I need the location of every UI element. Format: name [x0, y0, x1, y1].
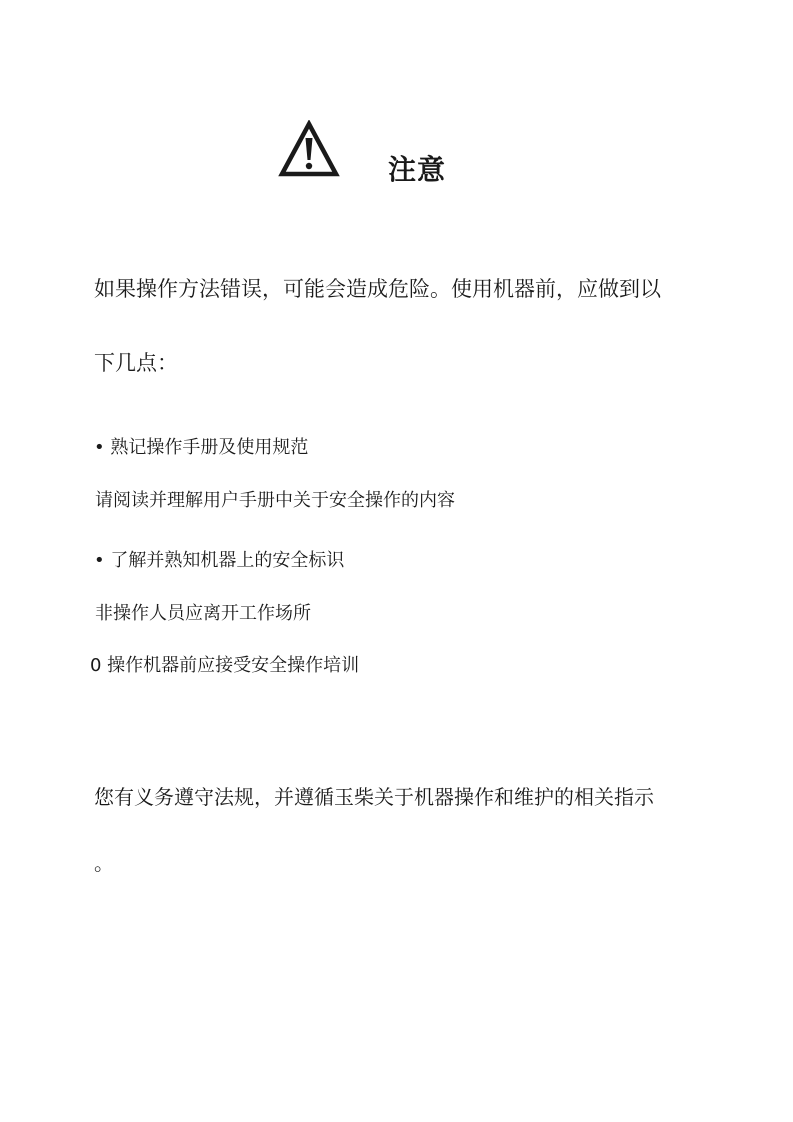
list-item-1-heading: • 熟记操作手册及使用规范 [94, 437, 309, 458]
notice-title: 注意 [388, 153, 447, 186]
list-item-2-detail: 非操作人员应离开工作场所 [95, 603, 311, 624]
list-item-3: 0 操作机器前应接受安全操作培训 [90, 655, 360, 676]
closing-line-2: 。 [94, 851, 114, 875]
intro-line-1: 如果操作方法错误，可能会造成危险。使用机器前，应做到以 [94, 277, 661, 301]
intro-line-2: 下几点： [94, 351, 178, 375]
warning-triangle-icon [278, 120, 340, 178]
closing-line-1: 您有义务遵守法规，并遵循玉柴关于机器操作和维护的相关指示 [94, 785, 654, 809]
intro-paragraph [94, 252, 734, 400]
list-item-1-detail: 请阅读并理解用户手册中关于安全操作的内容 [95, 490, 455, 511]
closing-paragraph [94, 764, 654, 896]
list-item-2-heading: • 了解并熟知机器上的安全标识 [94, 550, 345, 571]
notice-header [278, 120, 518, 190]
